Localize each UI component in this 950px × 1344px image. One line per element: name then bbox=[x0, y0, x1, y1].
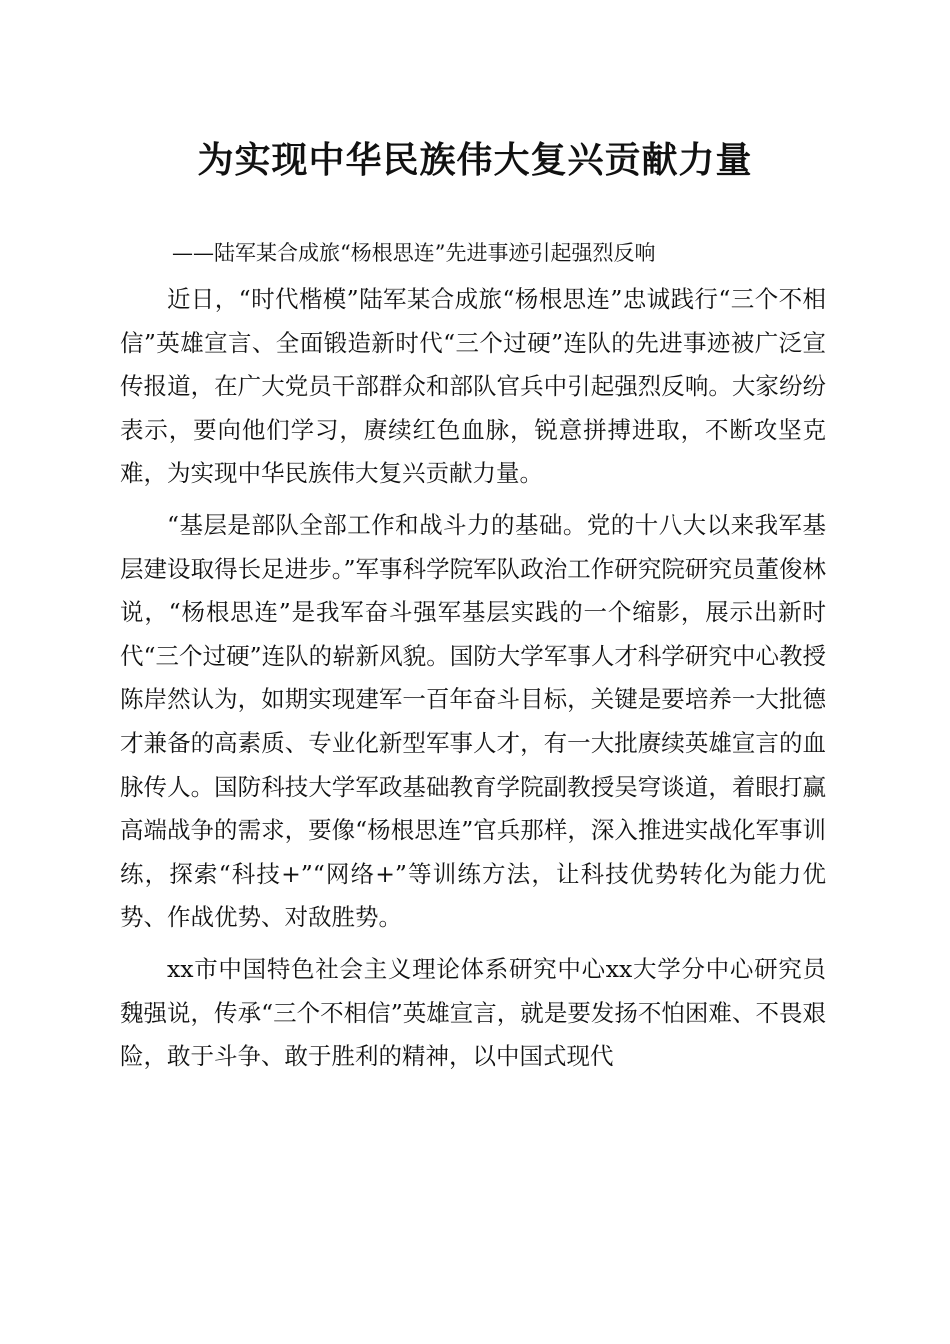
paragraph-1: 近日，“时代楷模”陆军某合成旅“杨根思连”忠诚践行“三个不相信”英雄宣言、全面锻造新时代“三个过硬”连队的先进事迹被广泛宣传报道，在广大党员干部群众和部队官兵中引起强烈反响。大家纷纷表示，要向他们学习，赓续红色血脉，锐意拼搏进取，不断攻坚克难，为实现中华民族伟大复兴贡献力量。 bbox=[120, 285, 826, 488]
document-body bbox=[120, 278, 826, 1079]
paragraph-2: “基层是部队全部工作和战斗力的基础。党的十八大以来我军基层建设取得长足进步。”军事科学院军队政治工作研究院研究员董俊林说，“杨根思连”是我军奋斗强军基层实践的一个缩影，展示出新时代“三个过硬”连队的崭新风貌。国防大学军事人才科学研究中心教授陈岸然认为，如期实现建军一百年奋斗目标，关键是要培养一大批德才兼备的高素质、专业化新型军事人才，有一大批赓续英雄宣言的血脉传人。国防科技大学军政基础教育学院副教授吴穹谈道，着眼打赢高端战争的需求，要像“杨根思连”官兵那样，深入推进实战化军事训练，探索“科技+”“网络+”等训练方法，让科技优势转化为能力优势、作战优势、对敌胜势。 bbox=[120, 510, 826, 932]
document-title: 为实现中华民族伟大复兴贡献力量 bbox=[197, 139, 753, 181]
document-subtitle: ——陆军某合成旅“杨根思连”先进事迹引起强烈反响 bbox=[172, 241, 656, 265]
paragraph-3: xx市中国特色社会主义理论体系研究中心xx大学分中心研究员魏强说，传承“三个不相信”英雄宣言，就是要发扬不怕困难、不畏艰险，敢于斗争、敢于胜利的精神，以中国式现代 bbox=[120, 954, 826, 1071]
